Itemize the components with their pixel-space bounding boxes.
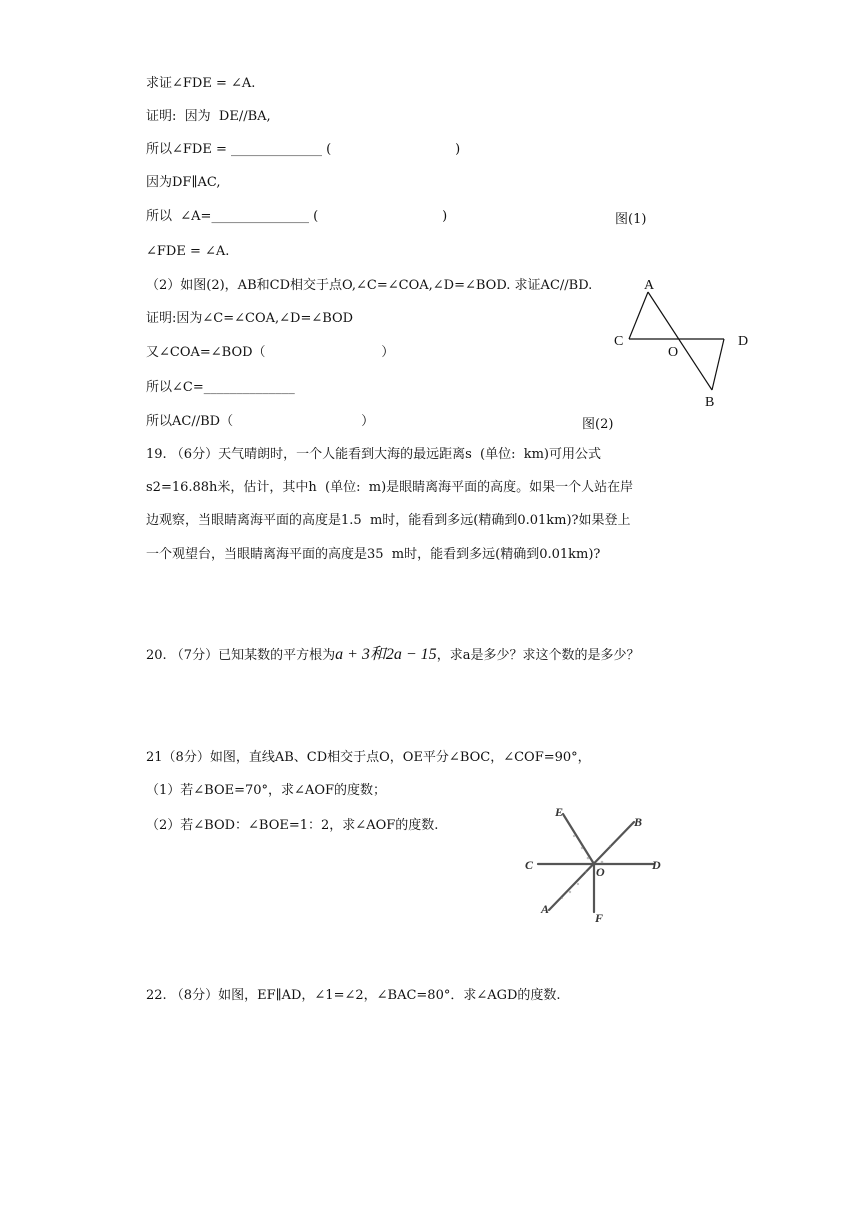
part-2-proof-1: 证明:因为∠C=∠COA,∠D=∠BOD xyxy=(146,311,354,326)
segment-ab xyxy=(648,292,712,390)
question-19-line-1: 19. （6分）天气晴朗时，一个人能看到大海的最远距离s (单位: km)可用公式 xyxy=(146,447,602,462)
proof-line-1: 证明: 因为 DE//BA, xyxy=(146,109,271,124)
figure-2-caption: 图(2) xyxy=(582,417,614,432)
figure-2-diagram xyxy=(608,275,758,410)
proof-line-4: 所以 ∠A=_______________ ( ) xyxy=(146,209,448,224)
question-20-suffix: ，求a是多少？求这个数的是多少？ xyxy=(436,648,640,663)
part-2-proof-4: 所以AC//BD（ ） xyxy=(146,414,375,429)
question-20-prefix: 20. （7分）已知某数的平方根为 xyxy=(146,648,336,663)
segment-db xyxy=(712,339,724,390)
question-20-formula: a + 3和2a − 15 xyxy=(335,646,437,663)
part-2-proof-2: 又∠COA=∠BOD（ ） xyxy=(146,345,395,360)
point-d-label: D xyxy=(738,334,749,349)
point-e-label: E xyxy=(555,805,564,819)
point-c-label: C xyxy=(614,334,624,349)
question-21-part-2: （2）若∠BOD：∠BOE=1：2，求∠AOF的度数. xyxy=(146,818,439,833)
question-21-statement: 21（8分）如图，直线AB、CD相交于点O，OE平分∠BOC，∠COF=90°， xyxy=(146,750,591,765)
line-ab xyxy=(549,822,634,910)
segment-ca xyxy=(629,292,648,339)
figure-1-caption: 图(1) xyxy=(615,212,647,227)
prove-statement: 求证∠FDE = ∠A. xyxy=(146,76,256,91)
point-a-label-fig3: A xyxy=(541,902,550,916)
question-20 xyxy=(146,646,639,665)
ray-oe xyxy=(563,814,594,864)
point-d-label-fig3: D xyxy=(652,858,661,872)
proof-line-5: ∠FDE = ∠A. xyxy=(146,244,230,259)
part-2-proof-3: 所以∠C=______________ xyxy=(146,380,295,395)
question-19-line-4: 一个观望台，当眼睛离海平面的高度是35 m时，能看到多远(精确到0.01km)? xyxy=(146,547,601,562)
point-b-label-fig3: B xyxy=(634,815,643,829)
point-a-label: A xyxy=(644,278,655,293)
question-19-line-3: 边观察，当眼睛离海平面的高度是1.5 m时，能看到多远(精确到0.01km)?如果登上 xyxy=(146,513,631,528)
point-o-label-fig3: O xyxy=(596,865,605,879)
question-21-part-1: （1）若∠BOE=70°，求∠AOF的度数； xyxy=(146,783,386,798)
point-c-label-fig3: C xyxy=(525,858,534,872)
point-o-label: O xyxy=(668,345,679,360)
proof-line-3: 因为DF∥AC, xyxy=(146,175,221,190)
proof-line-2: 所以∠FDE = ______________ ( ) xyxy=(146,142,461,157)
question-19-line-2: s2=16.88h米，估计，其中h (单位: m)是眼睛离海平面的高度。如果一个人站在岸 xyxy=(146,480,634,495)
point-b-label: B xyxy=(705,395,715,410)
question-22: 22. （8分）如图，EF∥AD，∠1=∠2，∠BAC=80°．求∠AGD的度数. xyxy=(146,988,561,1003)
point-f-label: F xyxy=(595,911,604,925)
figure-3-diagram xyxy=(522,800,672,925)
part-2-statement: （2）如图(2)，AB和CD相交于点O,∠C=∠COA,∠D=∠BOD. 求证AC//BD. xyxy=(146,278,593,293)
